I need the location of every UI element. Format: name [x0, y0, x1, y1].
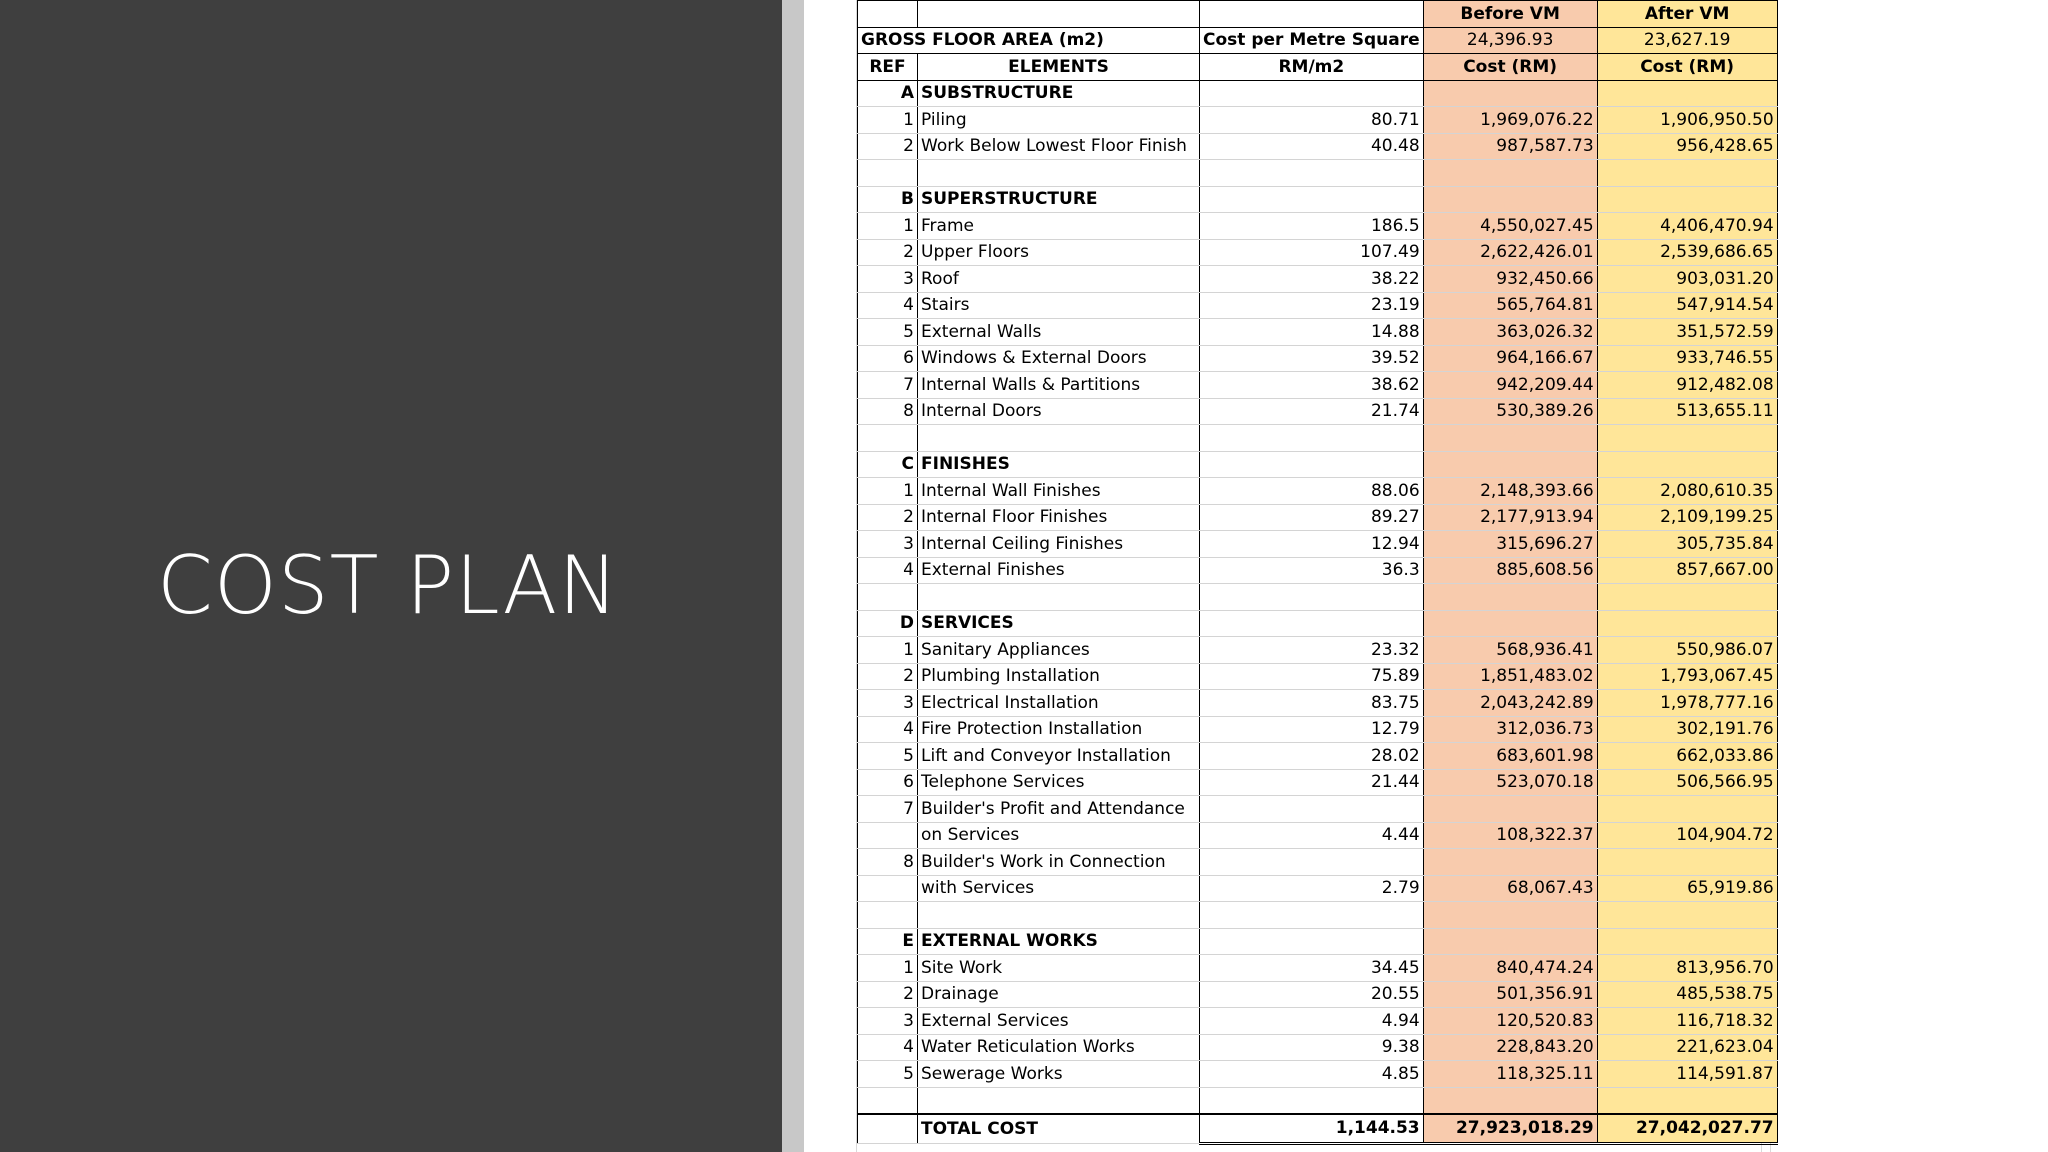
row-ref: 2: [858, 663, 918, 690]
row-rate: [1200, 928, 1424, 955]
row-cost-after: 4,406,470.94: [1597, 213, 1777, 240]
row-cost-after: 485,538.75: [1597, 981, 1777, 1008]
section-row: [858, 928, 1778, 955]
row-element: [918, 1087, 1200, 1114]
row-element: External Services: [918, 1008, 1200, 1035]
row-cost-before: [1423, 584, 1597, 611]
row-element: Piling: [918, 107, 1200, 134]
row-ref: [858, 822, 918, 849]
row-cost-before: [1423, 849, 1597, 876]
row-cost-after: [1597, 425, 1777, 452]
row-rate: 2.79: [1200, 875, 1424, 902]
row-cost-before: 932,450.66: [1423, 266, 1597, 293]
table-row: [858, 478, 1778, 505]
row-ref: 2: [858, 239, 918, 266]
row-cost-before: 964,166.67: [1423, 345, 1597, 372]
row-cost-before: 501,356.91: [1423, 981, 1597, 1008]
total-label: TOTAL COST: [918, 1114, 1200, 1144]
row-ref: 5: [858, 319, 918, 346]
row-element: Internal Doors: [918, 398, 1200, 425]
row-cost-before: [1423, 425, 1597, 452]
row-element: [918, 160, 1200, 187]
row-rate: [1200, 902, 1424, 929]
row-ref: [858, 425, 918, 452]
row-cost-after: 2,080,610.35: [1597, 478, 1777, 505]
row-ref: 1: [858, 213, 918, 240]
row-cost-after: 65,919.86: [1597, 875, 1777, 902]
row-cost-before: 1,969,076.22: [1423, 107, 1597, 134]
row-cost-after: 1,978,777.16: [1597, 690, 1777, 717]
row-rate: 36.3: [1200, 557, 1424, 584]
table-row: [858, 107, 1778, 134]
table-row: [858, 663, 1778, 690]
table-row: [858, 743, 1778, 770]
row-rate: 12.94: [1200, 531, 1424, 558]
row-cost-after: [1597, 902, 1777, 929]
after-vm-heading: After VM: [1597, 1, 1777, 28]
row-ref: 1: [858, 107, 918, 134]
row-cost-after: 956,428.65: [1597, 133, 1777, 160]
row-element: FINISHES: [918, 451, 1200, 478]
row-ref: 8: [858, 398, 918, 425]
row-ref: 2: [858, 504, 918, 531]
table-row: [858, 769, 1778, 796]
row-ref: 5: [858, 743, 918, 770]
row-cost-before: 2,177,913.94: [1423, 504, 1597, 531]
row-rate: [1200, 80, 1424, 107]
row-rate: 21.74: [1200, 398, 1424, 425]
row-cost-after: [1597, 849, 1777, 876]
row-cost-before: 523,070.18: [1423, 769, 1597, 796]
row-ref: 3: [858, 690, 918, 717]
row-cost-before: 2,622,426.01: [1423, 239, 1597, 266]
row-cost-after: 506,566.95: [1597, 769, 1777, 796]
row-ref: 4: [858, 292, 918, 319]
table-row: [858, 902, 1778, 929]
header-blank: [1200, 1, 1424, 28]
row-ref: E: [858, 928, 918, 955]
row-cost-before: 315,696.27: [1423, 531, 1597, 558]
row-rate: 23.32: [1200, 637, 1424, 664]
row-ref: 3: [858, 531, 918, 558]
row-rate: 20.55: [1200, 981, 1424, 1008]
row-rate: 80.71: [1200, 107, 1424, 134]
row-cost-before: [1423, 451, 1597, 478]
row-cost-after: [1597, 160, 1777, 187]
row-ref: B: [858, 186, 918, 213]
table-row: [858, 531, 1778, 558]
row-cost-after: 351,572.59: [1597, 319, 1777, 346]
total-rate: 1,144.53: [1200, 1114, 1424, 1144]
row-element: Windows & External Doors: [918, 345, 1200, 372]
row-rate: 83.75: [1200, 690, 1424, 717]
row-rate: [1200, 1087, 1424, 1114]
row-cost-after: 1,906,950.50: [1597, 107, 1777, 134]
row-rate: 39.52: [1200, 345, 1424, 372]
row-rate: 9.38: [1200, 1034, 1424, 1061]
row-cost-after: 813,956.70: [1597, 955, 1777, 982]
row-cost-after: 2,109,199.25: [1597, 504, 1777, 531]
row-cost-after: [1597, 584, 1777, 611]
row-rate: 21.44: [1200, 769, 1424, 796]
row-cost-after: [1597, 186, 1777, 213]
row-element: Telephone Services: [918, 769, 1200, 796]
row-element: Work Below Lowest Floor Finish: [918, 133, 1200, 160]
row-element: [918, 584, 1200, 611]
row-cost-after: 302,191.76: [1597, 716, 1777, 743]
row-ref: [858, 902, 918, 929]
row-element: Stairs: [918, 292, 1200, 319]
row-ref: 3: [858, 266, 918, 293]
row-element: SUPERSTRUCTURE: [918, 186, 1200, 213]
row-ref: [858, 584, 918, 611]
total-before: 27,923,018.29: [1423, 1114, 1597, 1144]
column-header-row: [858, 54, 1778, 81]
row-cost-before: [1423, 610, 1597, 637]
row-cost-before: 942,209.44: [1423, 372, 1597, 399]
row-element: Upper Floors: [918, 239, 1200, 266]
row-rate: [1200, 160, 1424, 187]
row-cost-before: 2,043,242.89: [1423, 690, 1597, 717]
row-element: Internal Ceiling Finishes: [918, 531, 1200, 558]
table-row: [858, 1034, 1778, 1061]
row-cost-before: 568,936.41: [1423, 637, 1597, 664]
row-rate: 38.22: [1200, 266, 1424, 293]
row-ref: 6: [858, 345, 918, 372]
row-rate: [1200, 796, 1424, 823]
row-cost-after: 1,793,067.45: [1597, 663, 1777, 690]
row-element: SUBSTRUCTURE: [918, 80, 1200, 107]
row-cost-before: 885,608.56: [1423, 557, 1597, 584]
ref-column-header: REF: [858, 54, 918, 81]
row-element: Water Reticulation Works: [918, 1034, 1200, 1061]
row-cost-after: 114,591.87: [1597, 1061, 1777, 1088]
row-cost-before: 683,601.98: [1423, 743, 1597, 770]
header-blank: [858, 1, 918, 28]
row-element: Builder's Work in Connection: [918, 849, 1200, 876]
table-row: [858, 1061, 1778, 1088]
row-ref: 1: [858, 478, 918, 505]
after-cost-column-header: Cost (RM): [1597, 54, 1777, 81]
table-row: [858, 822, 1778, 849]
table-row: [858, 955, 1778, 982]
row-cost-after: 2,539,686.65: [1597, 239, 1777, 266]
row-ref: [858, 1087, 918, 1114]
row-cost-after: 305,735.84: [1597, 531, 1777, 558]
row-element: EXTERNAL WORKS: [918, 928, 1200, 955]
row-element: [918, 902, 1200, 929]
row-rate: 4.44: [1200, 822, 1424, 849]
row-cost-before: 4,550,027.45: [1423, 213, 1597, 240]
row-cost-before: [1423, 902, 1597, 929]
row-cost-after: 857,667.00: [1597, 557, 1777, 584]
rate-column-header: RM/m2: [1200, 54, 1424, 81]
row-rate: 38.62: [1200, 372, 1424, 399]
row-element: SERVICES: [918, 610, 1200, 637]
row-ref: 2: [858, 981, 918, 1008]
row-cost-before: 565,764.81: [1423, 292, 1597, 319]
gfa-before: 24,396.93: [1423, 27, 1597, 54]
row-rate: 75.89: [1200, 663, 1424, 690]
row-element: Sanitary Appliances: [918, 637, 1200, 664]
row-cost-after: 550,986.07: [1597, 637, 1777, 664]
spreadsheet-image: [804, 0, 2048, 1152]
row-rate: 40.48: [1200, 133, 1424, 160]
row-element: Fire Protection Installation: [918, 716, 1200, 743]
table-row: [858, 849, 1778, 876]
row-ref: 4: [858, 716, 918, 743]
row-element: Frame: [918, 213, 1200, 240]
row-element: with Services: [918, 875, 1200, 902]
cost-plan-table: [857, 0, 1778, 1145]
row-cost-before: [1423, 160, 1597, 187]
row-cost-before: 312,036.73: [1423, 716, 1597, 743]
table-row: [858, 504, 1778, 531]
row-rate: 4.94: [1200, 1008, 1424, 1035]
header-blank: [918, 1, 1200, 28]
row-rate: 107.49: [1200, 239, 1424, 266]
rate-heading: Cost per Metre Square: [1200, 27, 1424, 54]
row-cost-after: [1597, 1087, 1777, 1114]
row-cost-after: 104,904.72: [1597, 822, 1777, 849]
row-cost-after: [1597, 796, 1777, 823]
table-row: [858, 716, 1778, 743]
table-row: [858, 160, 1778, 187]
row-cost-before: 108,322.37: [1423, 822, 1597, 849]
row-cost-after: [1597, 610, 1777, 637]
gfa-label: GROSS FLOOR AREA (m2): [858, 27, 1200, 54]
table-row: [858, 239, 1778, 266]
row-cost-after: 547,914.54: [1597, 292, 1777, 319]
row-ref: 1: [858, 637, 918, 664]
row-rate: 186.5: [1200, 213, 1424, 240]
row-element: Internal Floor Finishes: [918, 504, 1200, 531]
row-ref: 1: [858, 955, 918, 982]
row-element: Electrical Installation: [918, 690, 1200, 717]
row-cost-before: [1423, 928, 1597, 955]
row-cost-before: 118,325.11: [1423, 1061, 1597, 1088]
row-rate: 23.19: [1200, 292, 1424, 319]
header-row-vm: [858, 1, 1778, 28]
row-cost-after: 662,033.86: [1597, 743, 1777, 770]
slide-title: COST PLAN: [157, 539, 620, 632]
row-rate: 88.06: [1200, 478, 1424, 505]
table-row: [858, 372, 1778, 399]
row-ref: 7: [858, 372, 918, 399]
row-cost-before: 120,520.83: [1423, 1008, 1597, 1035]
table-row: [858, 425, 1778, 452]
row-rate: 14.88: [1200, 319, 1424, 346]
row-cost-after: 116,718.32: [1597, 1008, 1777, 1035]
row-ref: 2: [858, 133, 918, 160]
row-element: Site Work: [918, 955, 1200, 982]
row-ref: [858, 875, 918, 902]
row-element: on Services: [918, 822, 1200, 849]
row-cost-after: [1597, 451, 1777, 478]
row-cost-after: 933,746.55: [1597, 345, 1777, 372]
row-rate: [1200, 849, 1424, 876]
elements-column-header: ELEMENTS: [918, 54, 1200, 81]
before-cost-column-header: Cost (RM): [1423, 54, 1597, 81]
row-rate: [1200, 451, 1424, 478]
row-ref: 4: [858, 557, 918, 584]
table-row: [858, 637, 1778, 664]
row-cost-before: 228,843.20: [1423, 1034, 1597, 1061]
before-vm-heading: Before VM: [1423, 1, 1597, 28]
row-cost-after: 221,623.04: [1597, 1034, 1777, 1061]
row-element: Sewerage Works: [918, 1061, 1200, 1088]
row-element: [918, 425, 1200, 452]
row-ref: C: [858, 451, 918, 478]
row-cost-before: 987,587.73: [1423, 133, 1597, 160]
row-ref: A: [858, 80, 918, 107]
gross-floor-area-row: [858, 27, 1778, 54]
row-element: Plumbing Installation: [918, 663, 1200, 690]
title-panel: [0, 0, 782, 1152]
row-ref: 4: [858, 1034, 918, 1061]
table-row: [858, 1087, 1778, 1114]
row-cost-before: 68,067.43: [1423, 875, 1597, 902]
row-ref: 6: [858, 769, 918, 796]
row-cost-after: 903,031.20: [1597, 266, 1777, 293]
row-rate: [1200, 186, 1424, 213]
row-cost-before: [1423, 796, 1597, 823]
table-row: [858, 345, 1778, 372]
table-row: [858, 557, 1778, 584]
row-element: Lift and Conveyor Installation: [918, 743, 1200, 770]
table-row: [858, 319, 1778, 346]
row-cost-before: 363,026.32: [1423, 319, 1597, 346]
section-row: [858, 610, 1778, 637]
row-cost-before: 840,474.24: [1423, 955, 1597, 982]
row-rate: 89.27: [1200, 504, 1424, 531]
row-cost-after: 513,655.11: [1597, 398, 1777, 425]
row-rate: [1200, 584, 1424, 611]
row-element: External Walls: [918, 319, 1200, 346]
row-rate: [1200, 610, 1424, 637]
row-element: Drainage: [918, 981, 1200, 1008]
row-ref: [858, 160, 918, 187]
row-cost-after: [1597, 80, 1777, 107]
row-ref: 5: [858, 1061, 918, 1088]
total-cost-row: [858, 1114, 1778, 1144]
total-ref: [858, 1114, 918, 1144]
row-element: Roof: [918, 266, 1200, 293]
panel-divider: [782, 0, 804, 1152]
row-element: External Finishes: [918, 557, 1200, 584]
section-row: [858, 80, 1778, 107]
row-rate: 12.79: [1200, 716, 1424, 743]
section-row: [858, 451, 1778, 478]
row-cost-before: [1423, 80, 1597, 107]
table-row: [858, 133, 1778, 160]
row-element: Builder's Profit and Attendance: [918, 796, 1200, 823]
row-rate: 4.85: [1200, 1061, 1424, 1088]
table-row: [858, 292, 1778, 319]
row-ref: D: [858, 610, 918, 637]
row-ref: 3: [858, 1008, 918, 1035]
total-after: 27,042,027.77: [1597, 1114, 1777, 1144]
row-ref: 7: [858, 796, 918, 823]
row-cost-before: [1423, 1087, 1597, 1114]
table-row: [858, 1008, 1778, 1035]
row-cost-after: [1597, 928, 1777, 955]
row-rate: 34.45: [1200, 955, 1424, 982]
row-cost-before: 1,851,483.02: [1423, 663, 1597, 690]
row-ref: 8: [858, 849, 918, 876]
table-row: [858, 875, 1778, 902]
row-element: Internal Walls & Partitions: [918, 372, 1200, 399]
gfa-after: 23,627.19: [1597, 27, 1777, 54]
table-row: [858, 981, 1778, 1008]
table-row: [858, 266, 1778, 293]
table-row: [858, 690, 1778, 717]
row-cost-before: [1423, 186, 1597, 213]
table-row: [858, 398, 1778, 425]
table-row: [858, 213, 1778, 240]
row-cost-before: 530,389.26: [1423, 398, 1597, 425]
section-row: [858, 186, 1778, 213]
table-row: [858, 796, 1778, 823]
row-cost-after: 912,482.08: [1597, 372, 1777, 399]
row-rate: [1200, 425, 1424, 452]
table-row: [858, 584, 1778, 611]
row-element: Internal Wall Finishes: [918, 478, 1200, 505]
row-cost-before: 2,148,393.66: [1423, 478, 1597, 505]
row-rate: 28.02: [1200, 743, 1424, 770]
